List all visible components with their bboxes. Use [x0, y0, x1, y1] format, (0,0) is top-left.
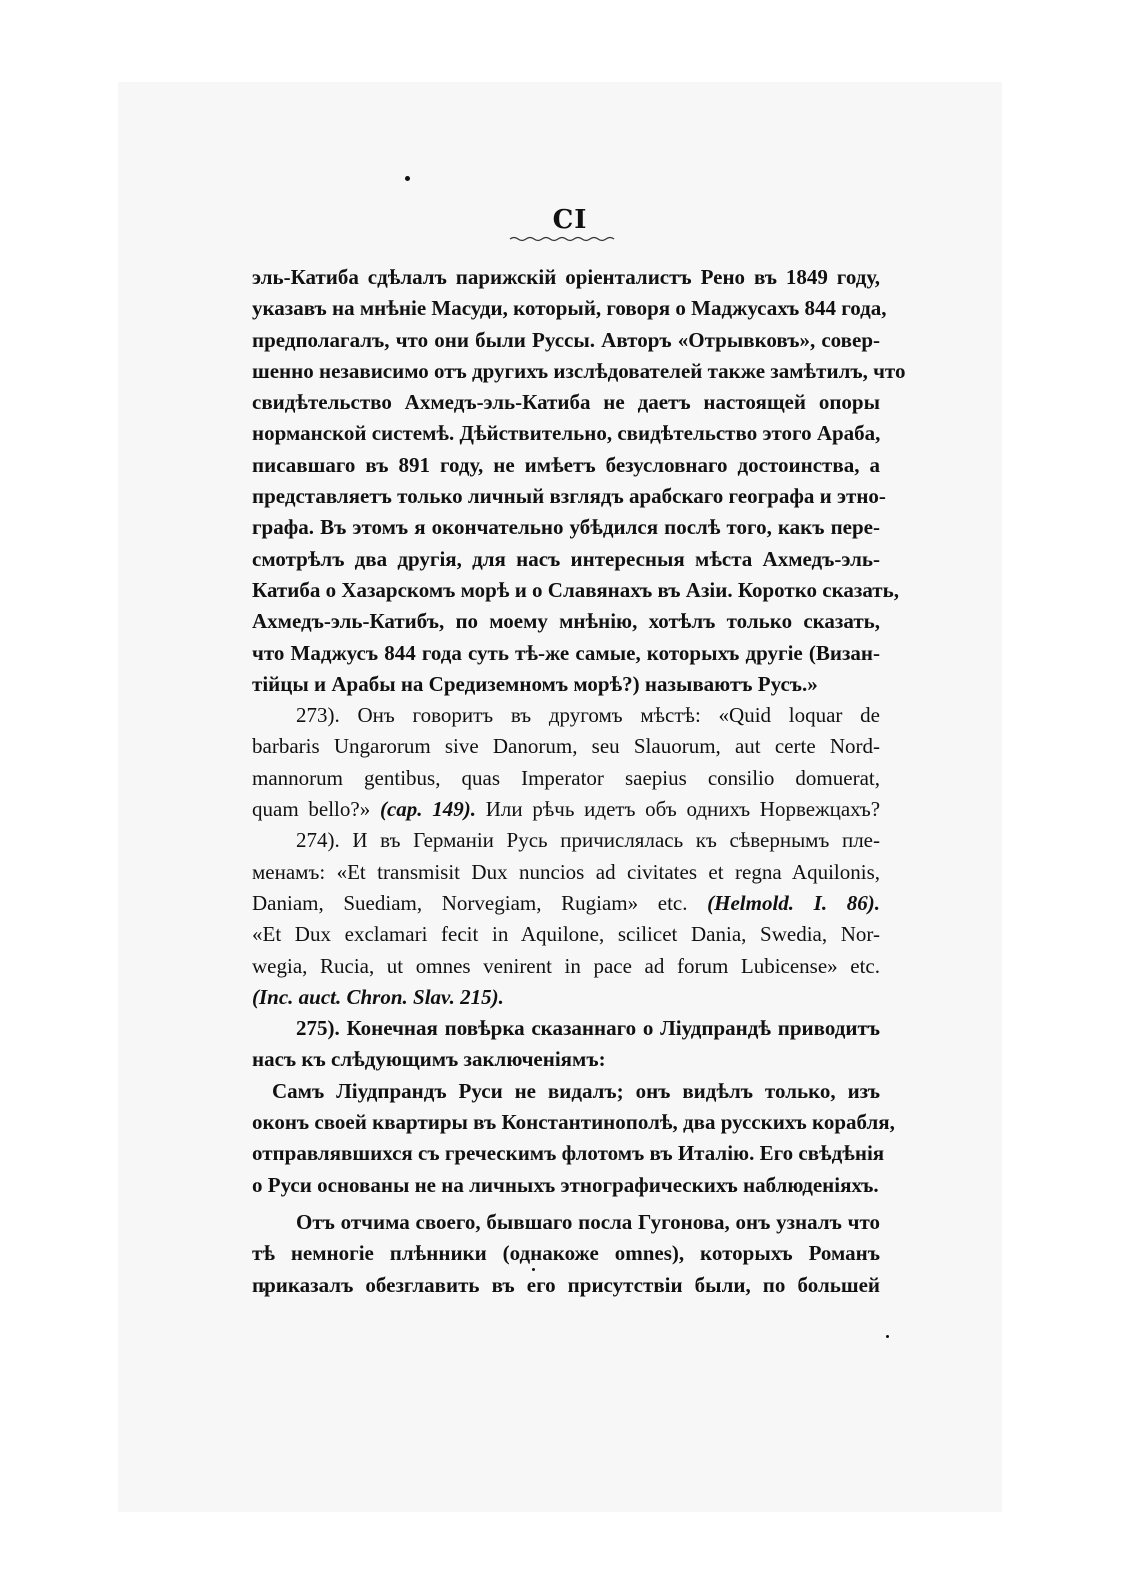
- text-line: что Маджусъ 844 года суть тѣ-же самые, которыхъ другіе (Визан-: [252, 640, 880, 665]
- text-line: шенно независимо отъ другихъ изслѣдователей также замѣтилъ, что: [252, 358, 906, 383]
- text-line: отправлявшихся съ греческимъ флотомъ въ Италію. Его свѣдѣнія: [252, 1141, 885, 1166]
- note-274-line: 274). И въ Германіи Русь причислялась къ сѣвернымъ пле-: [296, 828, 880, 853]
- page-number: CI: [552, 205, 588, 235]
- quote-end: Daniam, Suediam, Norvegiam, Rugiam» etc.: [252, 890, 688, 915]
- text-line: предполагалъ, что они были Руссы. Авторъ «Отрывковъ», совер-: [252, 327, 880, 352]
- text-line: о Руси основаны не на личныхъ этнографическихъ наблюденіяхъ.: [252, 1172, 879, 1197]
- text-line: графа. Въ этомъ я окончательно убѣдился послѣ того, какъ пере-: [252, 515, 880, 540]
- text-line: Ахмедъ-эль-Катибъ, по моему мнѣнію, хотѣлъ только сказать,: [252, 609, 880, 634]
- citation: (Helmold. I. 86).: [707, 890, 880, 915]
- text-line-with-citation: [252, 888, 880, 919]
- question: Или рѣчь идетъ объ однихъ Норвежцахъ?: [485, 797, 881, 822]
- text-line: писавшаго въ 891 году, не имѣетъ безусловнаго достоинства, а: [252, 452, 880, 477]
- text-line: «Et Dux exclamari fecit in Aquilone, scilicet Dania, Swedia, Nor-: [252, 922, 880, 947]
- citation: (cap. 149).: [379, 797, 477, 822]
- text-line: mannorum gentibus, quas Imperator saepius consilio domuerat,: [252, 765, 880, 790]
- text-line: смотрѣлъ два другія, для насъ интересныя мѣста Ахмедъ-эль-: [252, 546, 880, 571]
- text-line: barbaris Ungarorum sive Danorum, seu Slauorum, aut certe Nord-: [252, 734, 880, 759]
- text-line: насъ къ слѣдующимъ заключеніямъ:: [252, 1047, 606, 1072]
- text-line: менамъ: «Et transmisit Dux nuncios ad civitates et regna Aquilonis,: [252, 859, 880, 884]
- citation-line: (Inc. auct. Chron. Slav. 215).: [252, 984, 504, 1009]
- text-line: норманской системѣ. Дѣйствительно, свидѣтельство этого Араба,: [252, 421, 881, 446]
- text-line: Отъ отчима своего, бывшаго посла Гугонова, онъ узналъ что: [296, 1209, 880, 1234]
- note-275-line: 275). Конечная повѣрка сказаннаго о Ліудпрандѣ приводитъ: [296, 1016, 880, 1041]
- text-line: тійцы и Арабы на Средиземномъ морѣ?) называютъ Русъ.»: [252, 671, 818, 696]
- note-273-line: 273). Онъ говоритъ въ другомъ мѣстѣ: «Quid loquar de: [296, 703, 880, 728]
- text-line: свидѣтельство Ахмедъ-эль-Катиба не даетъ настоящей опоры: [252, 390, 880, 415]
- ink-speck: [405, 176, 410, 181]
- text-line-with-citation: [252, 794, 880, 825]
- text-line: представляетъ только личный взглядъ арабскаго географа и этно-: [252, 484, 886, 509]
- text-line: wegia, Rucia, ut omnes venirent in pace ad forum Lubicense» etc.: [252, 953, 880, 978]
- quote-end: quam bello?»: [252, 797, 371, 822]
- text-line: приказалъ обезглавить въ его присутствіи были, по большей: [252, 1272, 880, 1297]
- text-line: оконъ своей квартиры въ Константинополѣ, два русскихъ корабля,: [252, 1110, 895, 1135]
- text-line: указавъ на мнѣніе Масуди, который, говоря о Маджусахъ 844 года,: [252, 296, 887, 321]
- ink-speck: [886, 1335, 889, 1338]
- text-line: тѣ немногіе плѣнники (однакоже omnes), которыхъ Романъ: [252, 1241, 880, 1266]
- text-line: эль-Катиба сдѣлалъ парижскій оріенталистъ Рено въ 1849 году,: [252, 265, 880, 289]
- text-line: Катиба о Хазарскомъ морѣ и о Славянахъ въ Азіи. Коротко сказать,: [252, 577, 899, 602]
- text-line: Самъ Ліудпрандъ Руси не видалъ; онъ видѣлъ только, изъ: [272, 1078, 880, 1103]
- folio-ornament-rule: [508, 235, 620, 243]
- body-text: [252, 262, 906, 1301]
